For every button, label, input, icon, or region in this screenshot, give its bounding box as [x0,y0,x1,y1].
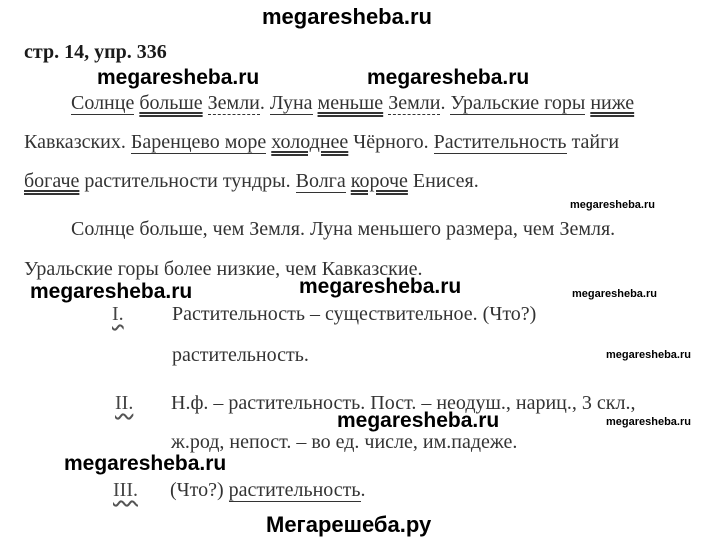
watermark: megaresheba.ru [64,452,227,475]
watermark: megaresheba.ru [606,416,691,428]
paragraph2-line1: Солнце больше, чем Земля. Луна меньшего размера, чем Земля. [71,218,616,240]
subject-word: Баренцево море [130,131,267,153]
punct: . [360,479,366,501]
subject-word: Уральские горы [450,92,586,114]
watermark: megaresheba.ru [299,275,462,298]
subject-word: Растительность [433,131,567,153]
site-footer: Мегарешеба.ру [266,512,432,537]
paragraph1-line1 [71,92,634,115]
analysis-text-1: Растительность – существительное. (Что?) [172,303,537,325]
word: Земли [207,92,260,114]
watermark: megaresheba.ru [606,349,691,361]
analysis-number-1: I. [112,303,124,325]
predicate-word: богаче [24,170,80,192]
analysis-number-3: III. [113,479,138,501]
punct: . [259,92,270,114]
word: Земли [388,92,441,114]
watermark: megaresheba.ru [572,288,657,300]
subject-word: Луна [269,92,313,114]
subject-word: растительность [228,479,361,501]
word: Чёрного. [348,131,434,153]
analysis-number-2: II. [115,392,134,414]
punct: . [440,92,451,114]
word: тайги [566,131,620,153]
watermark: megaresheba.ru [97,66,260,89]
paragraph2-line2: Уральские горы более низкие, чем Кавказские. [24,258,423,280]
analysis-text-1b: растительность. [172,344,309,366]
paragraph1-line2 [24,131,619,154]
exercise-reference: стр. 14, упр. 336 [24,41,167,63]
watermark: megaresheba.ru [570,199,655,211]
predicate-word: короче [350,170,408,192]
predicate-word: холоднее [271,131,349,153]
word: Енисея. [407,170,479,192]
analysis-text-2b: ж.род, непост. – во ед. числе, им.падеже. [171,431,518,453]
analysis-text-3 [170,479,366,502]
predicate-word: больше [139,92,203,114]
word: растительности тундры. [79,170,296,192]
analysis-text-2: Н.ф. – растительность. Пост. – неодуш., нариц., 3 скл., [171,392,636,414]
watermark: megaresheba.ru [367,66,530,89]
subject-word: Солнце [71,92,135,114]
watermark: megaresheba.ru [337,409,500,432]
site-header: megaresheba.ru [262,4,432,29]
predicate-word: меньше [317,92,384,114]
question: (Что?) [170,479,229,501]
predicate-word: ниже [590,92,635,114]
paragraph1-line3 [24,170,479,193]
space [203,92,208,114]
word: Кавказских. [24,131,131,153]
watermark: megaresheba.ru [30,280,193,303]
subject-word: Волга [295,170,346,192]
